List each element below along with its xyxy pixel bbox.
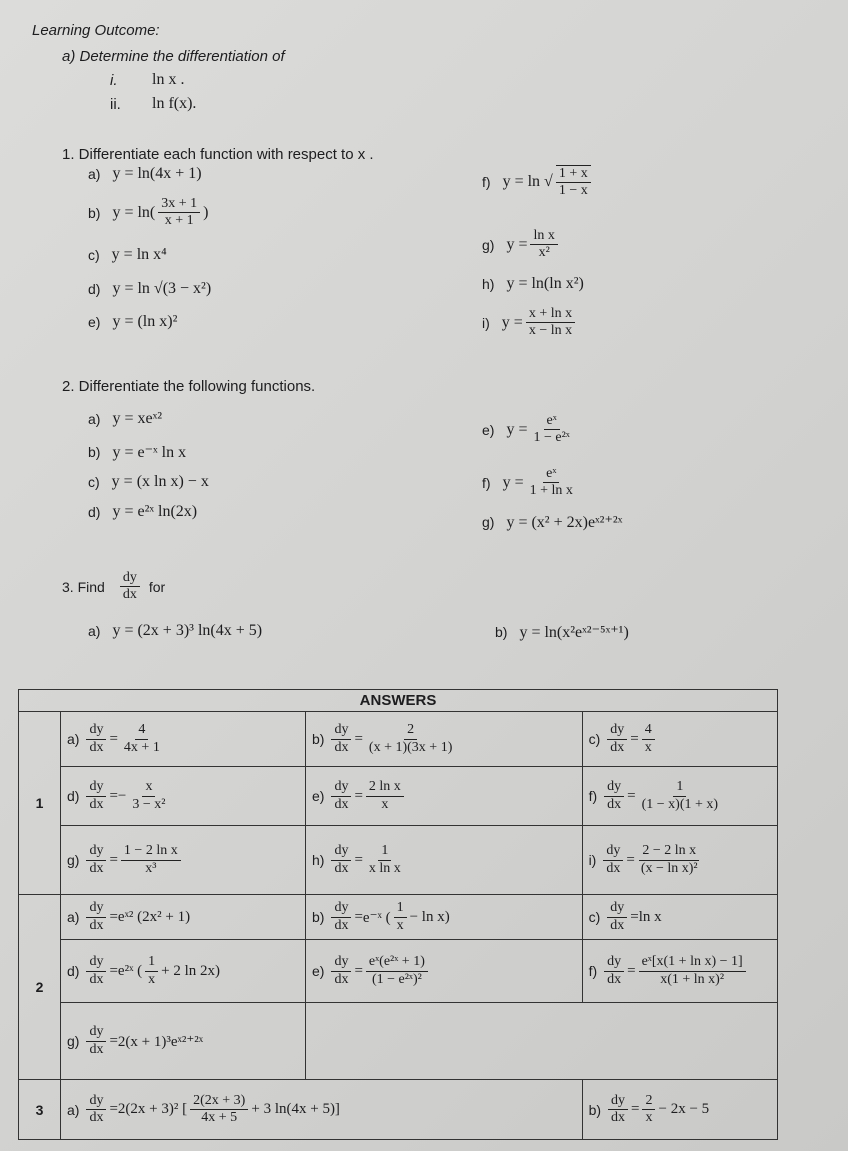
dy-dx-fraction: $\frac{dy}{dx}$: [86, 1024, 106, 1057]
answer-cell: [582, 767, 777, 826]
q1-h: [482, 275, 584, 293]
outcome-ii-label: ii.: [110, 96, 121, 113]
q2-d: [88, 503, 197, 521]
q-expr: y = (ln x)²: [112, 313, 178, 330]
equals-sign: =: [354, 851, 363, 868]
answer-label: b): [312, 909, 325, 925]
q1-d: [88, 280, 211, 298]
q-expr: y = (2x + 3)³ ln(4x + 5): [112, 622, 263, 639]
answer-label: a): [67, 909, 80, 925]
answer-cell: [582, 826, 777, 895]
equals-sign: =: [626, 851, 635, 868]
dy-dx-fraction: dy dx: [120, 570, 140, 603]
answer-expr: − ln x): [409, 908, 450, 925]
q-expr: y =: [506, 420, 528, 438]
q2-c: [88, 473, 209, 491]
q-expr: y = (x² + 2x)eˣ²⁺²ˣ: [506, 514, 623, 531]
dy-dx-fraction: $\frac{dy}{dx}$: [86, 779, 106, 812]
q-expr: y = ln(x²eˣ²⁻⁵ˣ⁺¹): [519, 624, 629, 641]
answer-cell: [61, 1080, 583, 1140]
q1-c: [88, 246, 167, 264]
answer-cell: [61, 940, 306, 1003]
dy-dx-fraction: $\frac{dy}{dx}$: [331, 779, 351, 812]
equals-sign: =: [631, 1101, 640, 1117]
equals-sign: =: [354, 962, 363, 979]
q-label: d): [88, 281, 101, 297]
answer-fraction: 1 x ln x: [368, 843, 401, 876]
answer-label: b): [312, 731, 325, 747]
q-label: i): [482, 314, 490, 331]
answer-fraction: eˣ(e²ˣ + 1) (1 − e²ˣ)²: [366, 954, 428, 987]
q1-i: [482, 306, 578, 339]
answer-label: b): [588, 1101, 602, 1118]
dy-dx-fraction: $\frac{dy}{dx}$: [604, 954, 624, 987]
q2-b: [88, 442, 186, 462]
answer-cell: [306, 940, 583, 1003]
q2-a: [88, 410, 162, 428]
q-expr: y = ln(ln x²): [506, 275, 584, 292]
q-expr: y = ln √: [502, 173, 553, 191]
q-label: e): [88, 314, 101, 330]
dy-dx-fraction: $\frac{dy}{dx}$: [86, 843, 106, 876]
answer-cell: [61, 826, 306, 895]
answer-fraction: 2 x: [642, 1093, 655, 1126]
equals-sign: =: [109, 1101, 118, 1117]
answers-table: [18, 689, 778, 1140]
answer-cell: [582, 712, 777, 767]
answer-expr: 2(2x + 3)² [: [117, 1101, 188, 1117]
equals-sign: =: [627, 962, 636, 979]
q2-f: [482, 466, 579, 499]
equals-sign: =: [109, 908, 118, 925]
q-label: e): [482, 421, 495, 438]
answer-cell: [306, 767, 583, 826]
answer-label: a): [67, 731, 80, 747]
dy-dx-fraction: $\frac{dy}{dx}$: [86, 954, 106, 987]
answer-fraction: eˣ[x(1 + ln x) − 1] x(1 + ln x)²: [639, 954, 746, 987]
outcome-i-expr: ln x .: [152, 71, 185, 88]
answer-expr: e⁻ˣ (: [362, 909, 391, 926]
q1-e: [88, 313, 177, 331]
dy-dx-fraction: $\frac{dy}{dx}$: [607, 900, 627, 933]
answer-cell: [61, 1003, 306, 1080]
answer-cell: [306, 712, 583, 767]
equals-sign: =: [354, 730, 363, 747]
answer-row-3: 3: [19, 1080, 61, 1140]
q-label: a): [88, 623, 101, 639]
answer-label: c): [588, 909, 601, 925]
equals-sign: =: [109, 730, 118, 747]
dy-dx-fraction: $\frac{dy}{dx}$: [608, 1093, 628, 1126]
answer-expr: − 2x − 5: [658, 1101, 710, 1117]
q-label: c): [88, 474, 100, 490]
q-expr: y = ln(: [112, 203, 156, 221]
answer-expr: ln x: [638, 908, 662, 925]
dy-dx-fraction: $\frac{dy}{dx}$: [86, 900, 106, 933]
answer-label: a): [67, 1101, 80, 1118]
q-label: b): [88, 444, 101, 460]
q1-f: [482, 165, 594, 199]
empty-cell: [306, 1003, 778, 1080]
answer-fraction: 1 x: [145, 954, 158, 987]
equals-sign: =: [109, 962, 118, 979]
equals-sign: =: [354, 787, 363, 804]
answer-label: i): [588, 852, 597, 868]
q-expr: y =: [501, 313, 523, 331]
q-label: f): [482, 174, 491, 191]
answer-label: e): [312, 788, 325, 804]
equals-sign: =: [109, 851, 118, 868]
equals-sign: =: [354, 908, 363, 925]
q-expr: y = (x ln x) − x: [111, 473, 209, 490]
learning-outcome-title: Learning Outcome:: [32, 22, 160, 39]
equals-sign: =: [630, 730, 639, 747]
answer-fraction: 2 − 2 ln x (x − ln x)²: [640, 843, 698, 876]
answer-label: d): [67, 963, 80, 979]
q-expr: y = ln √(3 − x²): [112, 280, 212, 297]
fraction: 3x + 1 x + 1: [158, 196, 200, 229]
q-expr: y = ln(4x + 1): [112, 165, 202, 182]
equals-sign: =: [109, 1032, 118, 1049]
answer-fraction: 1 (1 − x)(1 + x): [641, 779, 719, 812]
q-expr: y = xeˣ²: [112, 410, 162, 427]
q1-a: [88, 165, 202, 183]
fraction: $\frac{\text{ln x}}{\text{x²}}$: [530, 228, 557, 261]
q-label: g): [482, 236, 495, 253]
answer-fraction: 2(2x + 3) 4x + 5: [190, 1093, 248, 1126]
answers-title: ANSWERS: [19, 690, 778, 712]
answer-fraction: 1 x: [394, 900, 407, 933]
q-label: b): [495, 624, 508, 640]
answer-label: f): [588, 788, 598, 804]
q3-title: [62, 570, 177, 603]
answer-label: c): [588, 731, 601, 747]
q-label: d): [88, 504, 101, 520]
answer-cell: [61, 895, 306, 940]
answer-label: e): [312, 963, 325, 979]
outcome-i-label: i.: [110, 72, 118, 89]
q2-g: [482, 512, 622, 532]
answer-cell: [582, 895, 777, 940]
q-expr: y = ln x⁴: [111, 246, 167, 263]
q-label: c): [88, 247, 100, 263]
dy-dx-fraction: $\frac{dy}{dx}$: [86, 722, 106, 755]
fraction: 1 + x 1 − x: [556, 165, 591, 199]
answer-fraction: 4 x: [642, 722, 655, 755]
answer-fraction: 2 (x + 1)(3x + 1): [368, 722, 453, 755]
answer-expr: + 2 ln 2x): [161, 962, 221, 979]
q-label: a): [88, 411, 101, 427]
answer-cell: [582, 940, 777, 1003]
dy-dx-fraction: $\frac{dy}{dx}$: [331, 843, 351, 876]
answer-fraction: 4 4x + 1: [123, 722, 160, 755]
answer-fraction: $\frac{x}{\text{3 − x²}}$: [132, 779, 166, 812]
answer-cell: [582, 1080, 777, 1140]
answer-expr: eˣ² (2x² + 1): [117, 908, 191, 925]
answer-cell: [61, 767, 306, 826]
q3-a: [88, 622, 262, 640]
dy-dx-fraction: $\frac{dy}{dx}$: [603, 843, 623, 876]
q-label: f): [482, 474, 491, 491]
equals-sign: =: [627, 787, 636, 804]
q-expr: y = e²ˣ ln(2x): [112, 503, 198, 520]
answer-fraction: 2 ln x x: [366, 779, 404, 812]
q-label: a): [88, 166, 101, 182]
dy-dx-fraction: $\frac{dy}{dx}$: [331, 954, 351, 987]
answer-expr: e²ˣ (: [117, 962, 143, 979]
answer-cell: [306, 895, 583, 940]
q2-instruction: 2. Differentiate the following functions.: [62, 378, 316, 395]
q-expr: y = e⁻ˣ ln x: [112, 444, 187, 461]
dy-dx-fraction: $\frac{dy}{dx}$: [86, 1093, 106, 1126]
q3-find: 3. Find: [62, 578, 105, 595]
q3-b: [495, 622, 629, 642]
dy-dx-fraction: $\frac{dy}{dx}$: [331, 722, 351, 755]
outcome-ii-expr: ln f(x).: [152, 95, 197, 112]
answer-cell: [306, 826, 583, 895]
q-expr: y =: [502, 473, 524, 491]
equals-sign: =: [109, 787, 118, 804]
q2-e: [482, 413, 576, 446]
answer-expr: 2(x + 1)³eˣ²⁺²ˣ: [117, 1033, 204, 1050]
q-expr: ): [203, 203, 209, 221]
answer-row-2: 2: [19, 895, 61, 1080]
dy-dx-fraction: $\frac{dy}{dx}$: [331, 900, 351, 933]
outcome-item-a: a) Determine the differentiation of: [62, 48, 285, 65]
fraction: $\frac{\text{eˣ}}{\text{1 − e²ˣ}}$: [533, 413, 570, 446]
answer-expr: −: [117, 787, 127, 804]
q-label: h): [482, 276, 495, 292]
answer-label: g): [67, 1033, 80, 1049]
q1-instruction: 1. Differentiate each function with respect to x .: [62, 146, 374, 163]
equals-sign: =: [630, 908, 639, 925]
q1-g: [482, 228, 561, 261]
dy-dx-fraction: $\frac{dy}{dx}$: [604, 779, 624, 812]
answer-expr: + 3 ln(4x + 5)]: [251, 1101, 340, 1117]
answer-label: h): [312, 852, 325, 868]
q-label: b): [88, 204, 101, 221]
answer-label: f): [588, 963, 598, 979]
q1-b: [88, 196, 208, 229]
q-expr: y =: [506, 235, 528, 253]
dy-dx-fraction: $\frac{dy}{dx}$: [607, 722, 627, 755]
q-label: g): [482, 514, 495, 530]
answer-fraction: 1 − 2 ln x x³: [121, 843, 181, 876]
answer-label: d): [67, 788, 80, 804]
answer-label: g): [67, 852, 80, 868]
q3-for: for: [148, 578, 166, 595]
answer-cell: [61, 712, 306, 767]
fraction: $\frac{\text{eˣ}}{\text{1 + ln x}}$: [529, 466, 573, 499]
fraction: $\frac{\text{x + ln x}}{\text{x − ln x}}$: [526, 306, 575, 339]
answer-row-1: 1: [19, 712, 61, 895]
